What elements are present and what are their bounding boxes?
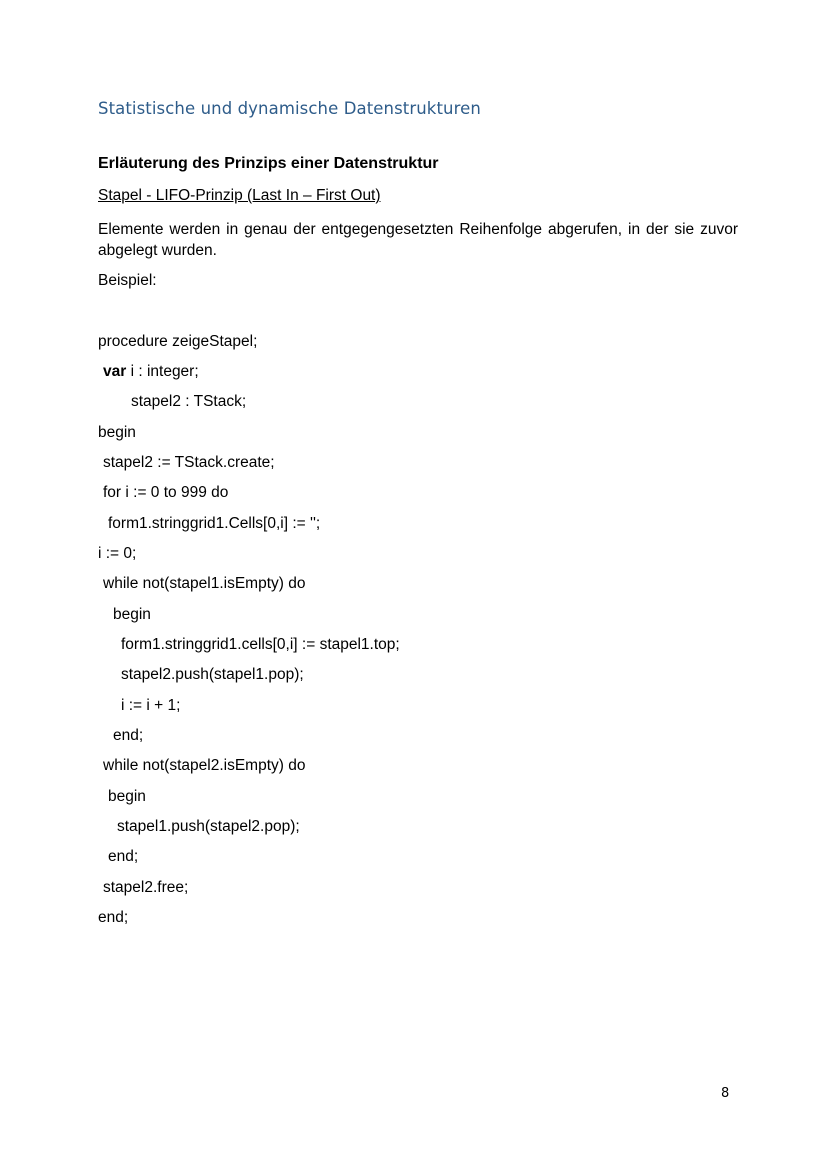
code-line: while not(stapel2.isEmpty) do bbox=[103, 757, 306, 774]
code-line: while not(stapel1.isEmpty) do bbox=[103, 575, 306, 592]
code-line: for i := 0 to 999 do bbox=[103, 484, 229, 501]
code-text: i : integer; bbox=[126, 363, 199, 380]
code-line: stapel2 : TStack; bbox=[131, 393, 247, 410]
code-line: begin bbox=[108, 788, 146, 805]
code-line: end; bbox=[108, 848, 139, 865]
code-line: stapel2 := TStack.create; bbox=[103, 454, 275, 471]
code-line bbox=[103, 362, 199, 382]
section-title: Stapel - LIFO-Prinzip (Last In – First Out) bbox=[98, 187, 381, 204]
subtitle: Erläuterung des Prinzips einer Datenstruktur bbox=[98, 155, 439, 172]
code-keyword: var bbox=[103, 363, 127, 380]
code-line: i := 0; bbox=[98, 545, 137, 562]
code-line: end; bbox=[113, 727, 144, 744]
example-label: Beispiel: bbox=[98, 272, 157, 289]
code-line: stapel2.push(stapel1.pop); bbox=[121, 666, 304, 683]
code-line: stapel1.push(stapel2.pop); bbox=[117, 818, 300, 835]
code-line: stapel2.free; bbox=[103, 879, 189, 896]
code-line: begin bbox=[98, 424, 136, 441]
code-line: procedure zeigeStapel; bbox=[98, 333, 258, 350]
code-line: begin bbox=[113, 606, 151, 623]
code-line: form1.stringgrid1.Cells[0,i] := ''; bbox=[108, 515, 321, 532]
description-paragraph: Elemente werden in genau der entgegengesetzten Reihenfolge abgerufen, in der sie zuvor abgelegt wurden. bbox=[98, 221, 738, 259]
code-line: form1.stringgrid1.cells[0,i] := stapel1.top; bbox=[121, 636, 400, 653]
code-line: i := i + 1; bbox=[121, 697, 181, 714]
page-heading: Statistische und dynamische Datenstrukturen bbox=[98, 99, 481, 118]
code-line: end; bbox=[98, 909, 129, 926]
page-number: 8 bbox=[721, 1086, 730, 1101]
